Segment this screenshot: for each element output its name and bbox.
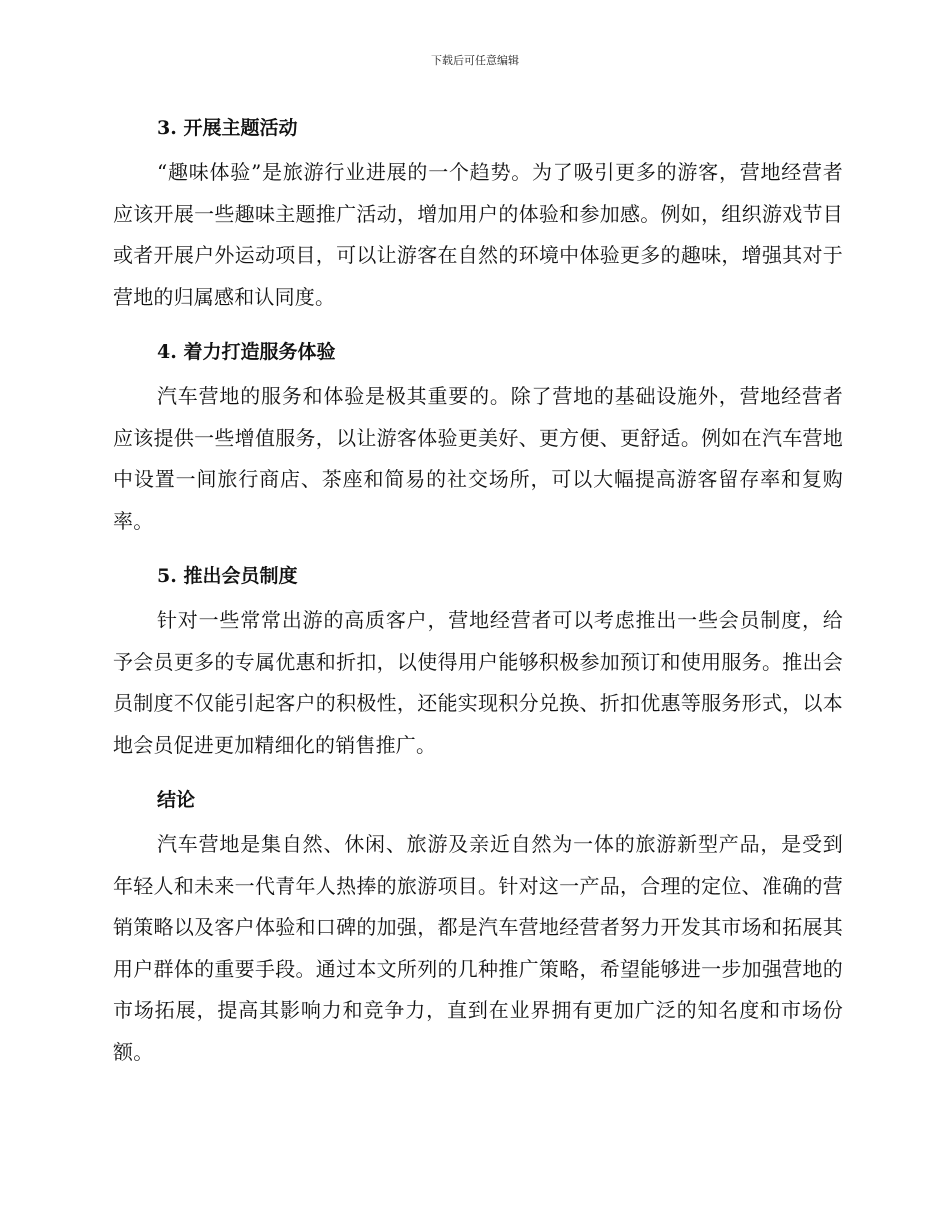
section-heading: 结论	[157, 789, 196, 811]
section-heading: 4. 着力打造服务体验	[157, 341, 336, 363]
document-body	[113, 108, 843, 1087]
running-header: 下载后可任意编辑	[431, 54, 519, 67]
section-paragraph: 汽车营地的服务和体验是极其重要的。除了营地的基础设施外，营地经营者应该提供一些增值服务，以让游客体验更美好、更方便、更舒适。例如在汽车营地中设置一间旅行商店、茶座和简易的社交场所，可以大幅提高游客留存率和复购率。	[113, 384, 843, 533]
section-service-experience	[113, 332, 843, 542]
section-heading: 5. 推出会员制度	[157, 565, 298, 587]
section-paragraph: 针对一些常常出游的高质客户，营地经营者可以考虑推出一些会员制度，给予会员更多的专属优惠和折扣，以使得用户能够积极参加预订和使用服务。推出会员制度不仅能引起客户的积极性，还能实现积分兑换、折扣优惠等服务形式，以本地会员促进更加精细化的销售推广。	[113, 608, 843, 757]
section-conclusion	[113, 780, 843, 1073]
section-paragraph: “趣味体验”是旅游行业进展的一个趋势。为了吸引更多的游客，营地经营者应该开展一些趣味主题推广活动，增加用户的体验和参加感。例如，组织游戏节目或者开展户外运动项目，可以让游客在自然的环境中体验更多的趣味，增强其对于营地的归属感和认同度。	[113, 160, 843, 309]
section-paragraph: 汽车营地是集自然、休闲、旅游及亲近自然为一体的旅游新型产品，是受到年轻人和未来一代青年人热捧的旅游项目。针对这一产品，合理的定位、准确的营销策略以及客户体验和口碑的加强，都是汽车营地经营者努力开发其市场和拓展其用户群体的重要手段。通过本文所列的几种推广策略，希望能够进一步加强营地的市场拓展，提高其影响力和竞争力，直到在业界拥有更加广泛的知名度和市场份额。	[113, 832, 843, 1064]
section-membership	[113, 556, 843, 766]
section-heading: 3. 开展主题活动	[157, 117, 298, 139]
section-theme-activities	[113, 108, 843, 318]
